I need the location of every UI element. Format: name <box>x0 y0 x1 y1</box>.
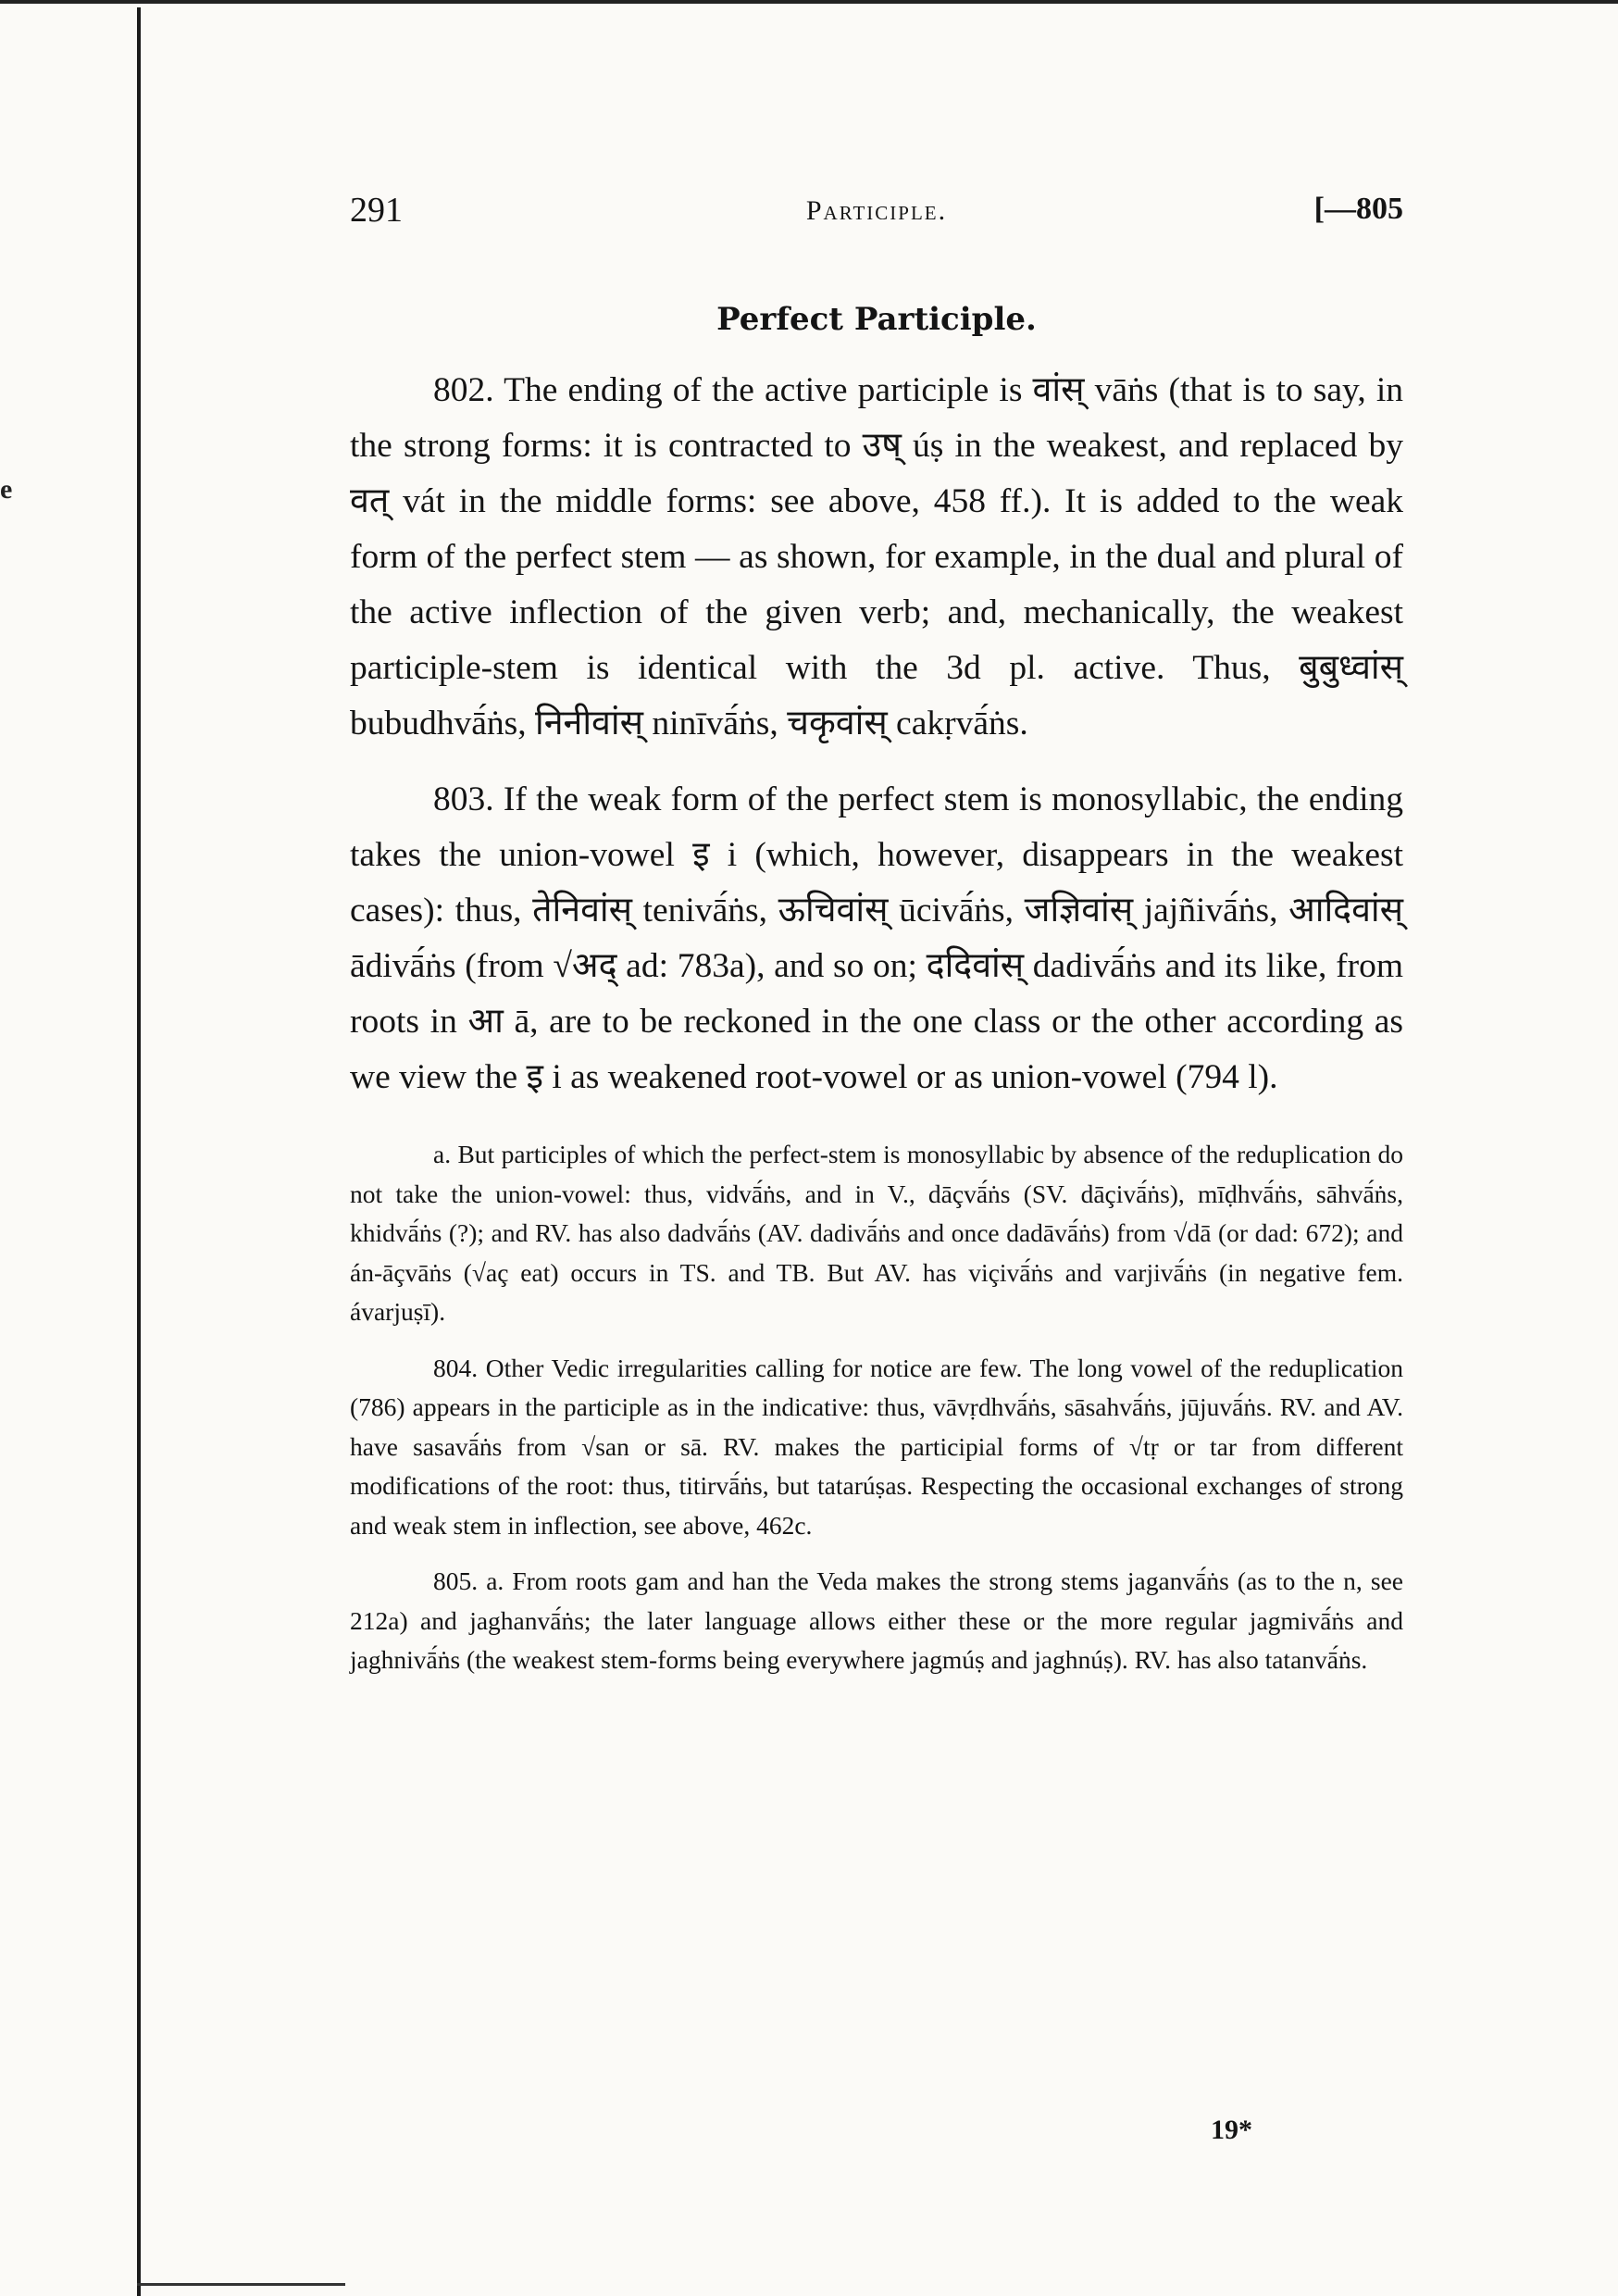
bottom-edge-line <box>137 2283 345 2286</box>
binding-edge <box>137 7 141 2296</box>
page-header <box>350 190 1403 236</box>
page-number: 291 <box>350 191 403 230</box>
section-title: Perfect Participle. <box>716 301 1037 338</box>
paragraph-803a: a. But participles of which the perfect-stem is monosyllabic by absence of the reduplication do not take the union-vowel: thus, vidvā́ṅs, and in V., dāçvā́ṅs (SV. dāçivā́ṅs), mīḍhvā́ṅs, sāhvā́ṅs, khidvā́ṅs (?); and RV. has also dadvā́ṅs (AV. dadivā́ṅs and once dadāvā́ṅs) from √dā (or dad: 672); and án-āçvāṅs (√aç eat) occurs in TS. and TB. But AV. has viçivā́ṅs and varjivā́ṅs (in negative fem. ávarjuṣī). <box>350 1140 1403 1326</box>
paragraph-805: 805. a. From roots gam and han the Veda makes the strong stems jaganvā́ṅs (as to the n, see 212a) and jaghanvā́ṅs; the later language allows either these or the more regular jagmivā́ṅs and jaghnivā́ṅs (the weakest stem-forms being everywhere jagmúṣ and jaghnúṣ). RV. has also tatanvā́ṅs. <box>350 1566 1403 1674</box>
signature-mark: 19* <box>1211 2115 1252 2145</box>
margin-fragment: e <box>0 474 13 505</box>
section-reference: [—805 <box>1313 192 1403 226</box>
running-title: Participle. <box>805 195 948 226</box>
top-border-line <box>0 0 1618 4</box>
page-body <box>350 301 1403 1680</box>
paragraph-802: 802. The ending of the active participle is वांस् vāṅs (that is to say, in the strong forms: it is contracted to उष् úṣ in the weakest, and replaced by वत् vát in the middle forms: see above, 458 ff.). It is added to the weak form of the perfect stem — as shown, for example, in the dual and plural of the active inflection of the given verb; and, mechanically, the weakest participle-stem is identical with the 3d pl. active. Thus, बुबुध्वांस् bubudhvā́ṅs, निनीवांस् ninīvā́ṅs, चकृवांस् cakṛvā́ṅs. <box>350 371 1403 742</box>
paragraph-803: 803. If the weak form of the perfect stem is monosyllabic, the ending takes the union-vowel इ i (which, however, disappears in the weakest cases): thus, तेनिवांस् tenivā́ṅs, ऊचिवांस् ūcivā́ṅs, जज्ञिवांस् jajñivā́ṅs, आदिवांस् ādivā́ṅs (from √अद् ad: 783a), and so on; ददिवांस् dadivā́ṅs and its like, from roots in आ ā, are to be reckoned in the one class or the other according as we view the इ i as weakened root-vowel or as union-vowel (794 l). <box>350 780 1403 1096</box>
paragraph-804: 804. Other Vedic irregularities calling for notice are few. The long vowel of the reduplication (786) appears in the participle as in the indicative: thus, vāvṛdhvā́ṅs, sāsahvā́ṅs, jūjuvā́ṅs. RV. and AV. have sasavā́ṅs from √san or sā. RV. makes the participial forms of √tṛ or tar from different modifications of the root: thus, titirvā́ṅs, but tatarúṣas. Respecting the occasional exchanges of strong and weak stem in inflection, see above, 462c. <box>350 1353 1403 1540</box>
